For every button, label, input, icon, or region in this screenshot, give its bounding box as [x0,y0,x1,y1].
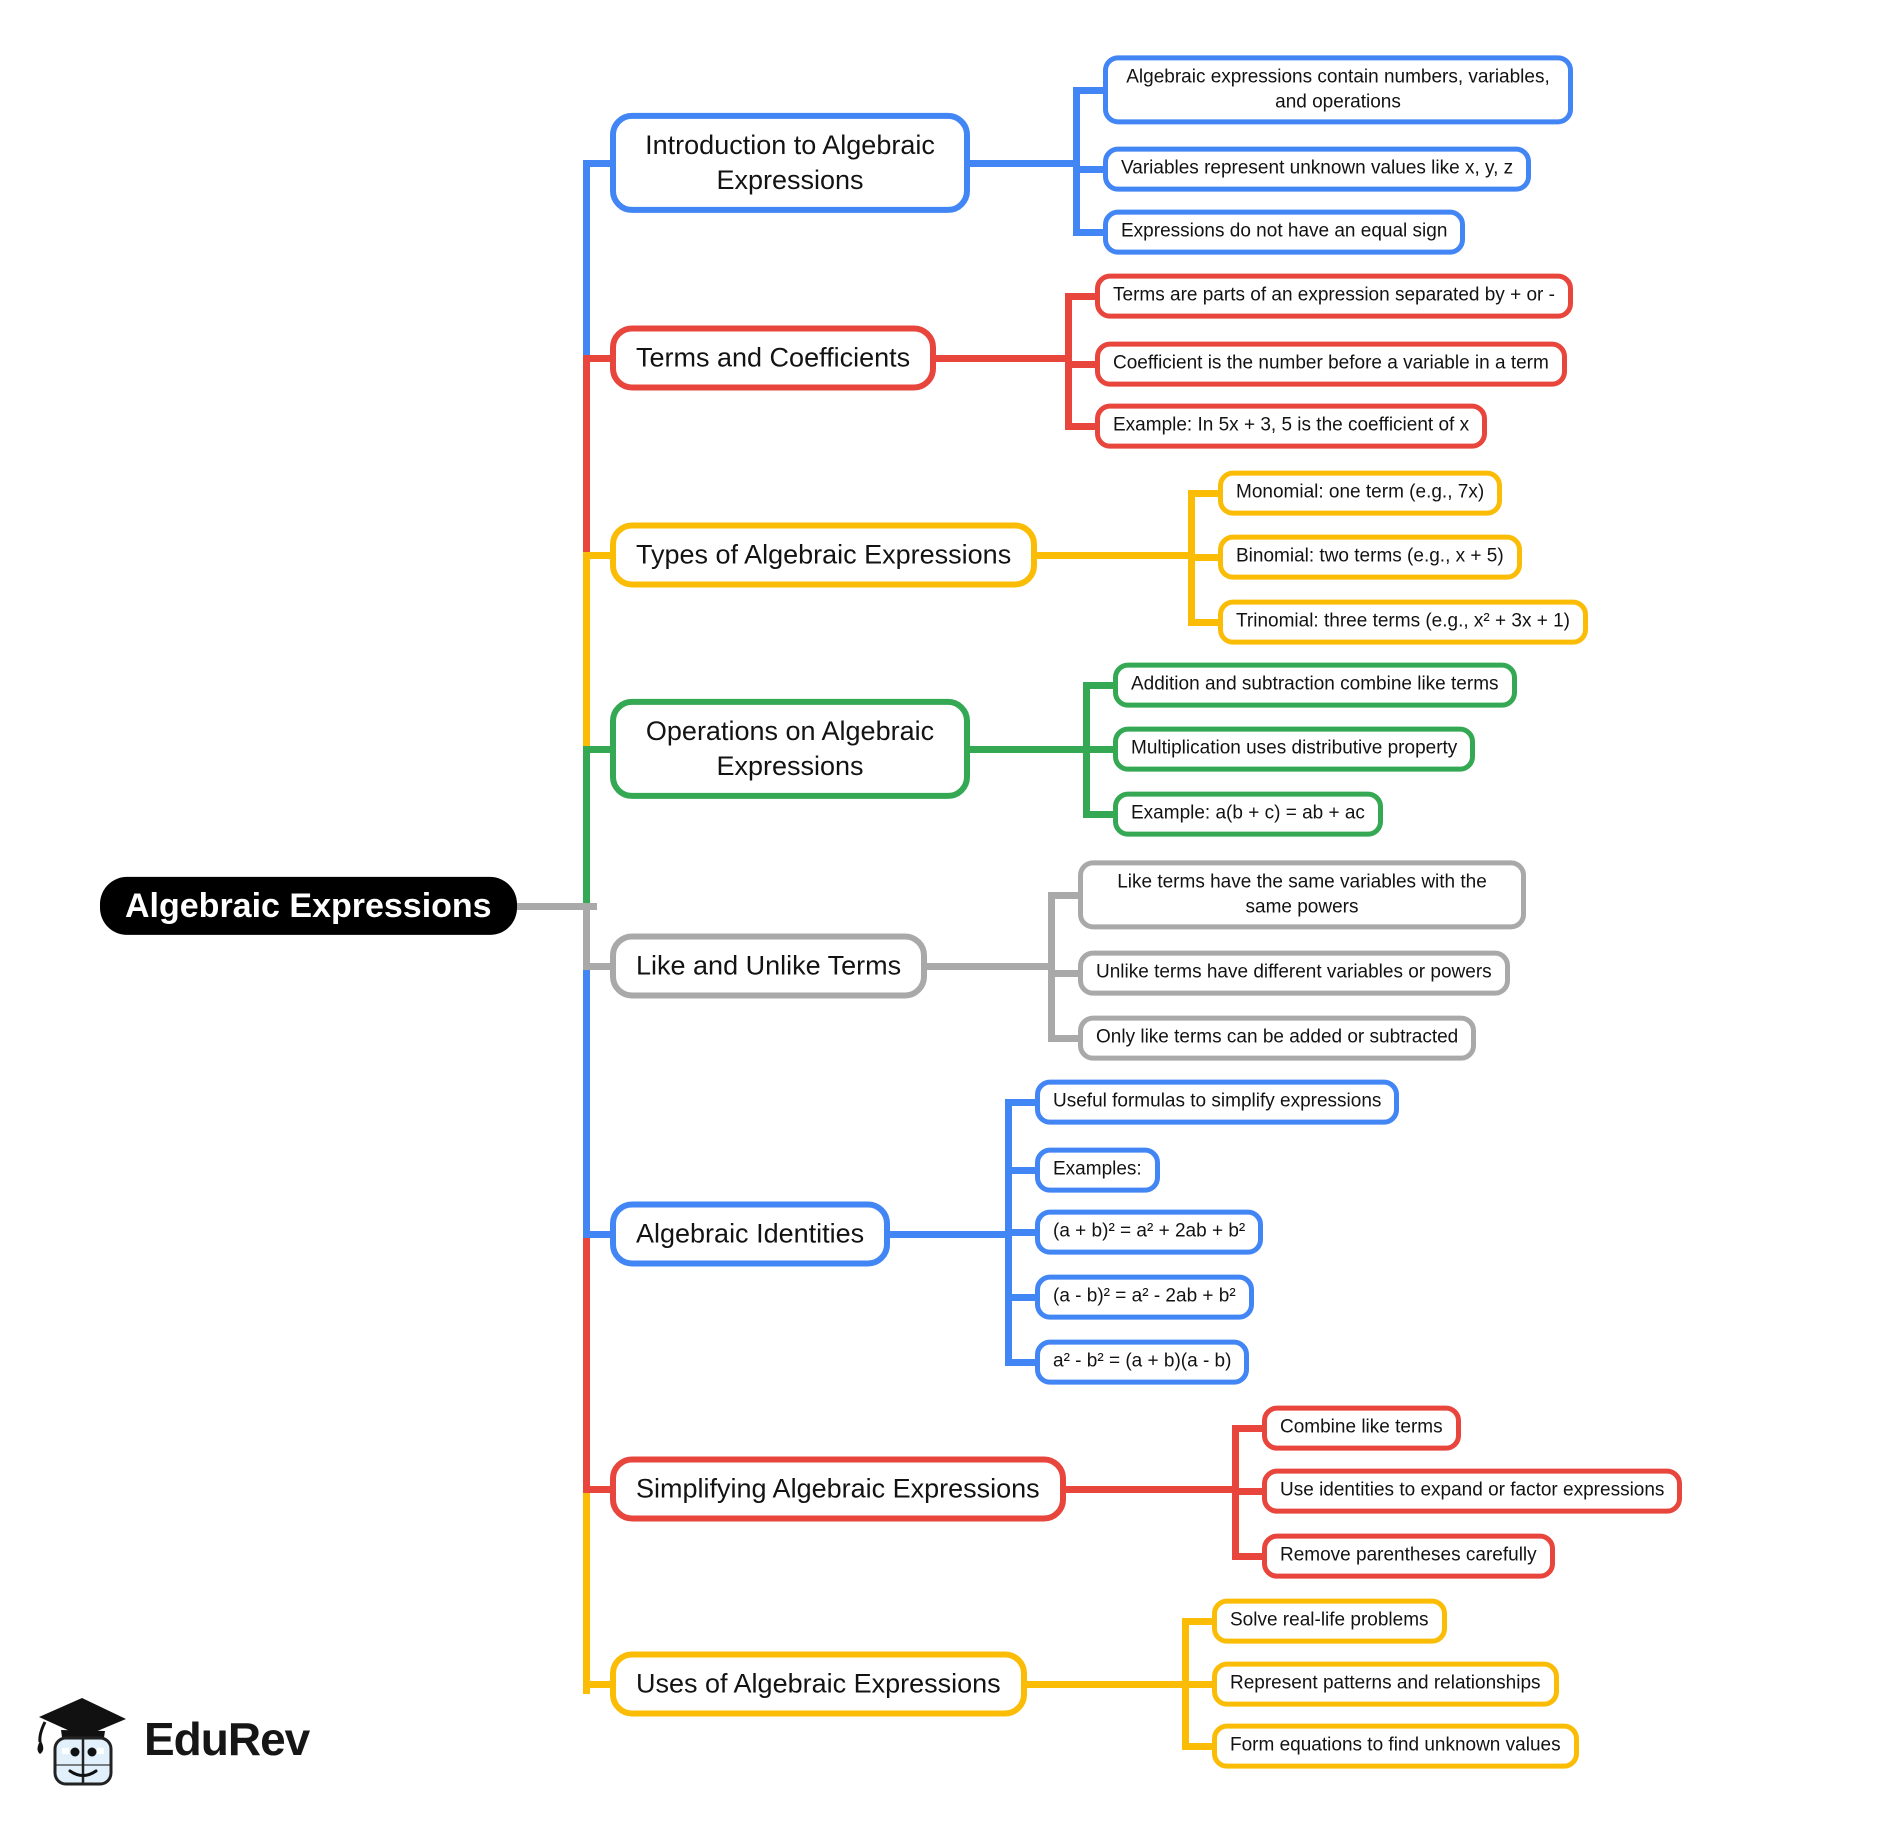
leaf-node: Use identities to expand or factor expressions [1262,1469,1682,1514]
leaf-node: Multiplication uses distributive property [1113,727,1475,772]
branch-node: Terms and Coefficients [610,325,936,390]
branch-node: Introduction to Algebraic Expressions [610,113,970,213]
trunk-segment [583,966,590,1241]
branch-node: Operations on Algebraic Expressions [610,699,970,799]
leaf-node: Trinomial: three terms (e.g., x² + 3x + 1) [1218,600,1588,645]
leaf-node: Unlike terms have different variables or powers [1078,951,1510,996]
trunk-segment [583,358,590,562]
branch-node: Like and Unlike Terms [610,933,927,998]
leaf-node: Terms are parts of an expression separated by + or - [1095,274,1573,319]
root-node: Algebraic Expressions [100,877,517,935]
edurev-logo [32,1686,309,1792]
edurev-logo-text: EduRev [144,1713,310,1765]
leaf-node: Form equations to find unknown values [1212,1724,1579,1769]
leaf-node: Algebraic expressions contain numbers, variables, and operations [1103,55,1573,124]
leaf-trunk [1048,892,1055,1042]
trunk-segment [583,749,590,913]
leaf-node: Addition and subtraction combine like terms [1113,663,1517,708]
leaf-node: Represent patterns and relationships [1212,1662,1559,1707]
leaf-node: Like terms have the same variables with the same powers [1078,860,1526,929]
leaf-node: Solve real-life problems [1212,1599,1447,1644]
branch-node: Uses of Algebraic Expressions [610,1651,1027,1716]
leaf-node: Monomial: one term (e.g., 7x) [1218,471,1502,516]
leaf-node: Example: a(b + c) = ab + ac [1113,792,1383,837]
branch-node: Simplifying Algebraic Expressions [610,1456,1066,1521]
leaf-node: (a + b)² = a² + 2ab + b² [1035,1210,1263,1255]
trunk-segment [583,1489,590,1694]
leaf-node: Binomial: two terms (e.g., x + 5) [1218,535,1522,580]
leaf-node: Examples: [1035,1148,1160,1193]
leaf-node: Coefficient is the number before a variable in a term [1095,342,1567,387]
leaf-node: Remove parentheses carefully [1262,1534,1555,1579]
trunk-segment [583,555,590,756]
trunk-segment [583,1234,590,1496]
leaf-node: Example: In 5x + 3, 5 is the coefficient of x [1095,404,1487,449]
leaf-node: Useful formulas to simplify expressions [1035,1080,1399,1125]
leaf-node: Expressions do not have an equal sign [1103,210,1465,255]
leaf-node: a² - b² = (a + b)(a - b) [1035,1340,1249,1385]
branch-node: Algebraic Identities [610,1201,890,1266]
leaf-trunk [1073,87,1080,236]
leaf-node: Combine like terms [1262,1406,1461,1451]
leaf-node: Variables represent unknown values like x, y, z [1103,147,1531,192]
leaf-node: (a - b)² = a² - 2ab + b² [1035,1275,1254,1320]
leaf-node: Only like terms can be added or subtracted [1078,1016,1476,1061]
trunk-segment [583,160,590,365]
edurev-mascot-icon [32,1686,132,1792]
branch-node: Types of Algebraic Expressions [610,522,1037,587]
